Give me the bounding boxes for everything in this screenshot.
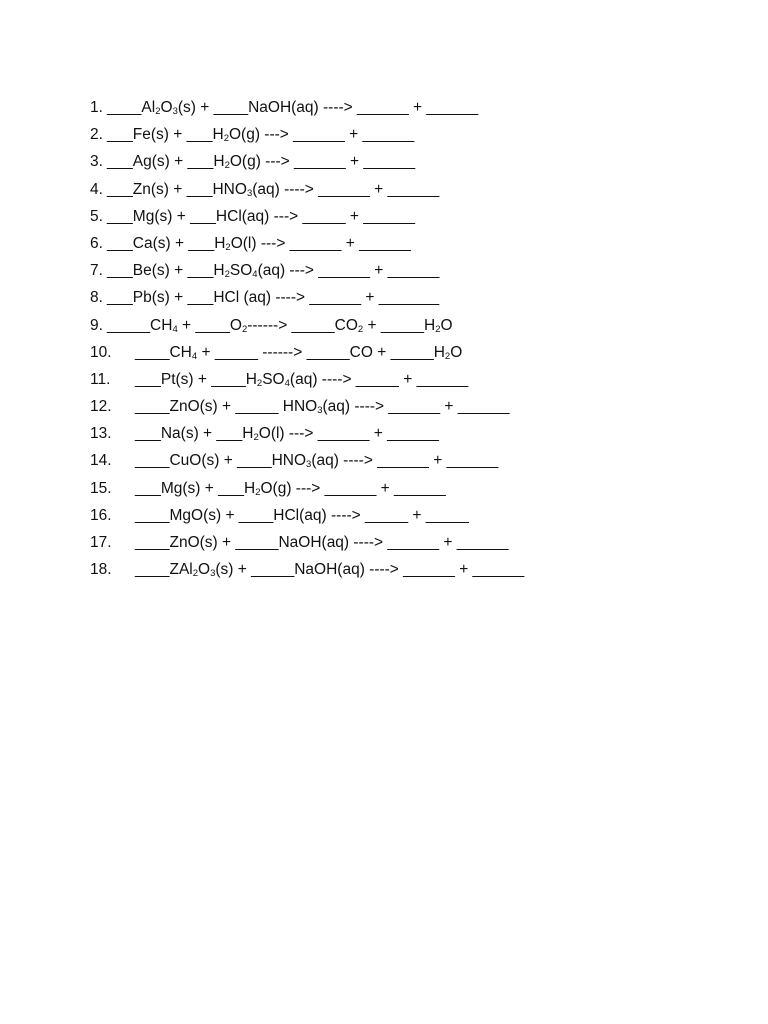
problem-number: 5.: [90, 207, 103, 225]
problem-number: 11.: [90, 370, 111, 388]
equation-row: [90, 447, 690, 474]
chemical-equation: ___Be(s) + $\_\_\_H_2SO_4(aq)$ ---> ______ + ______: [106, 262, 440, 281]
problem-number: 4.: [90, 180, 103, 198]
equation-row: [90, 257, 690, 284]
chemical-equation: ___Zn(s) + $\_\_\_HNO_3(aq)$ ----> ______ + ______: [106, 180, 440, 199]
chemical-equation: ____CuO(s) + $\_\_\_\_HNO_3(aq)$ ----> ______ + ______: [135, 452, 499, 471]
chemical-equation: ____ZnO(s) + _____ $HNO_3(aq)$ ----> ______ + ______: [135, 398, 510, 417]
equation-row: [90, 556, 690, 583]
chemical-equation: ___Ag(s) + $\_\_\_H_2O(g)$ ---> ______ + ______: [106, 153, 416, 172]
equation-row: [90, 475, 690, 502]
chemical-equation: ___Pt(s) + $\_\_\_\_H_2SO_4(aq)$ ----> _____ + ______: [135, 370, 469, 389]
equation-row: [90, 148, 690, 175]
chemical-equation: ___Mg(s) + $\_\_\_H_2O(g)$ ---> ______ + ______: [135, 479, 446, 498]
problem-number: 1.: [90, 99, 103, 116]
problem-number: 10.: [90, 343, 112, 361]
chemical-equation: $\_\_\_\_ZAl_2O_3(s)$ + _____NaOH(aq) ----> ______ + ______: [135, 561, 525, 580]
equation-row: [90, 176, 690, 203]
chemical-equation: ____MgO(s) + ____HCl(aq) ----> _____ + _____: [135, 506, 469, 524]
equation-row: [90, 312, 690, 339]
chemical-equation: ___Pb(s) + ___HCl (aq) ----> ______ + _______: [106, 289, 440, 307]
problem-number: 13.: [90, 425, 112, 443]
equation-row: [90, 366, 690, 393]
equation-row: [90, 94, 690, 121]
chemical-equation: $\_\_\_\_Al_2O_3(s)$ + ____NaOH(aq) ----> ______ + ______: [106, 99, 479, 117]
equation-row: [90, 203, 690, 230]
equation-row: [90, 502, 690, 529]
equation-row: [90, 284, 690, 311]
equation-row: [90, 529, 690, 556]
problem-number: 15.: [90, 479, 112, 497]
equation-row: [90, 339, 690, 366]
problem-number: 16.: [90, 506, 112, 524]
equation-row: [90, 230, 690, 257]
chemical-equation: $\_\_\_\_\_CH_4$ + $\_\_\_\_O_2------>$ $\_\_\_\_\_CO_2$ + $\_\_\_\_\_H_2O$: [106, 316, 453, 335]
problem-number: 14.: [90, 452, 112, 470]
problem-number: 9.: [90, 316, 103, 334]
problem-number: 7.: [90, 262, 103, 280]
equation-row: [90, 393, 690, 420]
problem-number: 18.: [90, 561, 112, 579]
problem-number: 2.: [90, 126, 103, 144]
equation-row: [90, 420, 690, 447]
equation-list: [90, 94, 690, 583]
problem-number: 12.: [90, 398, 112, 416]
chemical-equation: ___Ca(s) + $\_\_\_H_2O(l)$ ---> ______ + ______: [106, 234, 411, 253]
problem-number: 6.: [90, 234, 103, 252]
chemical-equation: ___Mg(s) + ___HCl(aq) ---> _____ + ______: [106, 207, 415, 225]
problem-number: 17.: [90, 534, 112, 551]
chemical-equation: ___Na(s) + $\_\_\_H_2O(l)$ ---> ______ + ______: [135, 425, 439, 444]
problem-number: 3.: [90, 153, 103, 171]
chemical-equation: ___Fe(s) + $\_\_\_H_2O(g)$ ---> ______ + ______: [106, 126, 415, 145]
chemical-equation: ____ZnO(s) + _____NaOH(aq) ----> ______ + ______: [135, 534, 509, 551]
equation-row: [90, 121, 690, 148]
chemical-equation: $\_\_\_\_CH_4$ + _____ ------> _____CO + $\_\_\_\_\_H_2O$: [135, 343, 463, 362]
problem-number: 8.: [90, 289, 103, 307]
